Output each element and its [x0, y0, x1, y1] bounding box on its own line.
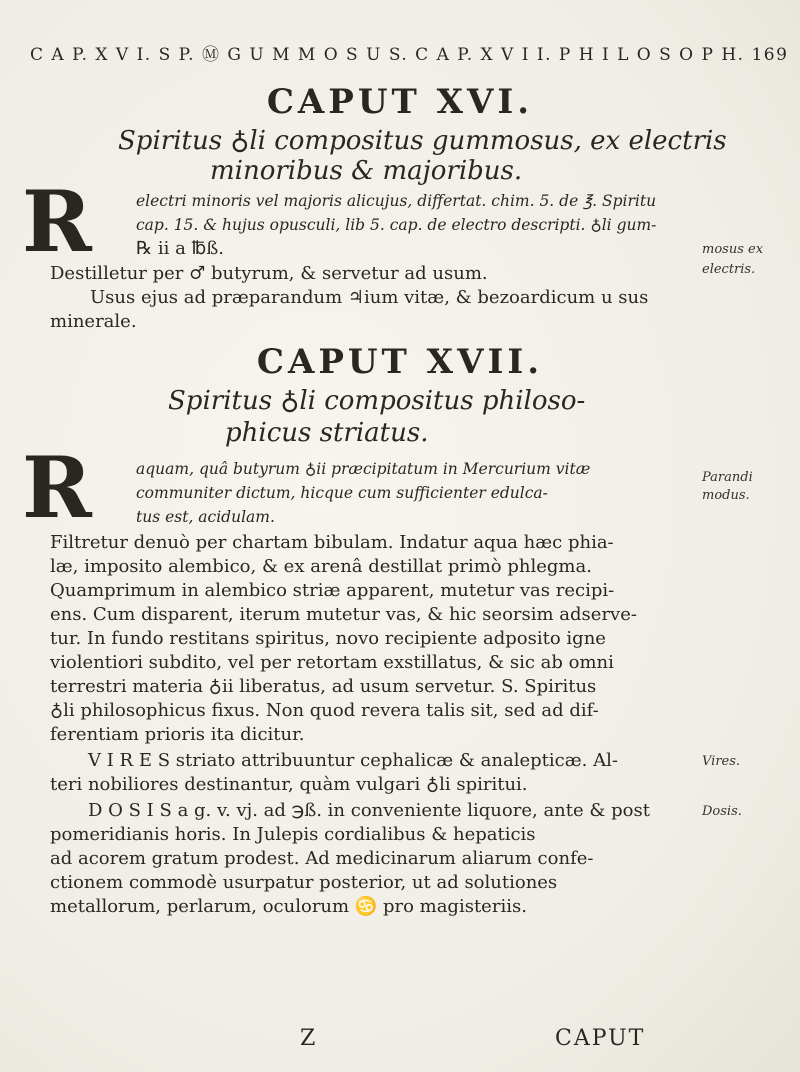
chapter-16-line: electri minoris vel majoris alicujus, differtat. chim. 5. de ℥. Spiritu: [136, 192, 657, 210]
chapter-16-line: ℞ ii a ℔ß.: [136, 238, 225, 259]
catchword: CAPUT: [555, 1026, 646, 1051]
chapter-17-drop-cap: R: [22, 438, 92, 537]
chapter-16-margin-note: electris.: [702, 262, 756, 277]
chapter-17-line: tus est, acidulam.: [136, 508, 275, 526]
chapter-17-margin-note: Parandi: [702, 470, 753, 485]
chapter-16-line: Destilletur per ♂ butyrum, & servetur ad usum.: [50, 263, 488, 284]
chapter-16-line: minerale.: [50, 311, 137, 332]
chapter-17-line: D O S I S a g. v. vj. ad ℈ß. in conveniente liquore, ante & post: [88, 800, 650, 821]
chapter-17-margin-note: Dosis.: [702, 804, 742, 819]
chapter-17-line: violentiori subdito, vel per retortam exstillatus, & sic ab omni: [50, 652, 614, 673]
chapter-17-margin-note: Vires.: [702, 754, 741, 769]
chapter-17-line: teri nobiliores destinantur, quàm vulgari ♁li spiritui.: [50, 774, 528, 795]
chapter-17-line: ctionem commodè usurpatur posterior, ut ad solutiones: [50, 872, 558, 893]
signature-mark: Z: [300, 1026, 318, 1051]
chapter-17-line: communiter dictum, hicque cum sufficienter edulca-: [136, 484, 548, 502]
chapter-16-drop-cap: R: [22, 172, 92, 271]
chapter-17-line: V I R E S striato attribuuntur cephalicæ & analepticæ. Al-: [88, 750, 618, 771]
chapter-17-title-line-1: Spiritus ♁li compositus philoso-: [168, 386, 586, 416]
chapter-17-line: tur. In fundo restitans spiritus, novo recipiente adposito igne: [50, 628, 606, 649]
chapter-17-margin-note: modus.: [702, 488, 750, 503]
running-head: C A P. X V I. S P. Ⓜ G U M M O S U S. C A P. X V I I. P H I L O S O P H. 169: [30, 45, 789, 65]
chapter-17-line: ferentiam prioris ita dicitur.: [50, 724, 305, 745]
chapter-17-line: ad acorem gratum prodest. Ad medicinarum aliarum confe-: [50, 848, 594, 869]
chapter-17-line: metallorum, perlarum, oculorum ♋ pro magisteriis.: [50, 896, 527, 917]
chapter-17-line: Quamprimum in alembico striæ apparent, mutetur vas recipi-: [50, 580, 615, 601]
chapter-17-line: læ, imposito alembico, & ex arenâ destillat primò phlegma.: [50, 556, 592, 577]
chapter-17-line: aquam, quâ butyrum ♁ii præcipitatum in Mercurium vitæ: [136, 460, 591, 478]
chapter-16-title-line-1: Spiritus ♁li compositus gummosus, ex electris: [118, 126, 727, 156]
chapter-17-line: Filtretur denuò per chartam bibulam. Indatur aqua hæc phia-: [50, 532, 614, 553]
chapter-16-title-line-2: minoribus & majoribus.: [210, 156, 523, 186]
chapter-17-heading: CAPUT XVII.: [256, 342, 544, 382]
chapter-17-line: ♁li philosophicus fixus. Non quod revera talis sit, sed ad dif-: [50, 700, 599, 721]
chapter-16-margin-note: mosus ex: [702, 242, 764, 257]
chapter-16-line: cap. 15. & hujus opusculi, lib 5. cap. de electro descripti. ♁li gum-: [136, 216, 657, 234]
chapter-17-title-line-2: phicus striatus.: [225, 418, 429, 448]
chapter-17-line: terrestri materia ♁ii liberatus, ad usum servetur. S. Spiritus: [50, 676, 597, 697]
chapter-17-line: ens. Cum disparent, iterum mutetur vas, & hic seorsim adserve-: [50, 604, 637, 625]
chapter-16-heading: CAPUT XVI.: [266, 82, 534, 122]
chapter-17-line: pomeridianis horis. In Julepis cordialibus & hepaticis: [50, 824, 536, 845]
chapter-16-line: Usus ejus ad præparandum ♃ium vitæ, & bezoardicum u sus: [90, 287, 649, 308]
